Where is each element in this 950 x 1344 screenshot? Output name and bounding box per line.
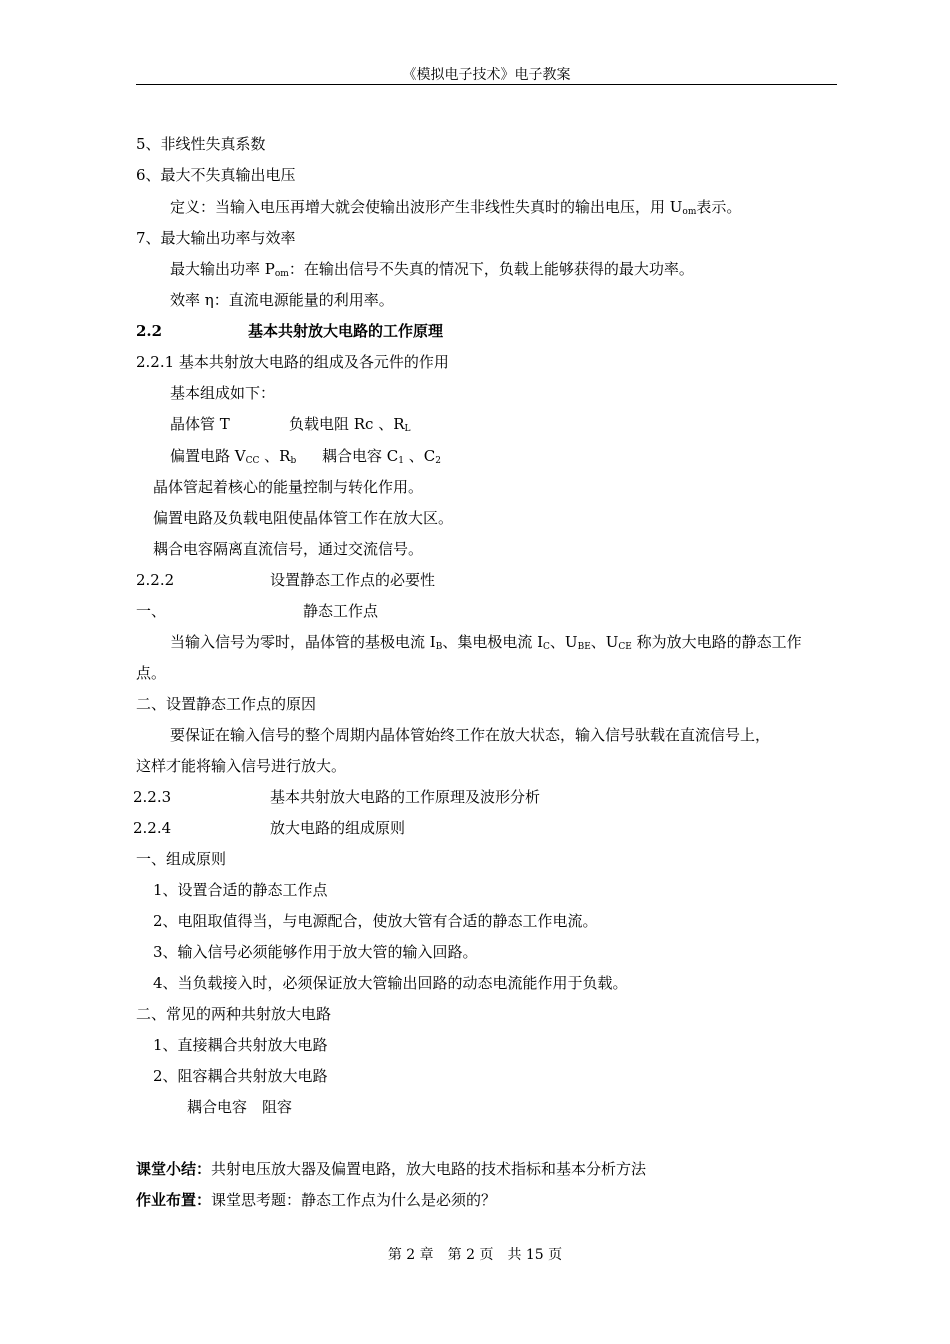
item-nonlinear-distortion: 5、非线性失真系数 [136, 135, 266, 153]
principle-3: 3、输入信号必须能够作用于放大管的输入回路。 [153, 943, 478, 961]
reason-paragraph-line-1: 要保证在输入信号的整个周期内晶体管始终工作在放大状态，输入信号驮载在直流信号上， [170, 726, 771, 744]
section-2-2-2-number: 2.2.2 [136, 571, 175, 589]
transistor-label: 晶体管 T [170, 415, 230, 433]
bias-circuit-label: 偏置电路 $V_{CC}$ 、$R_b$ [170, 447, 297, 466]
subsection-1-number: 一、 [136, 602, 167, 620]
capacitor-role: 耦合电容隔离直流信号，通过交流信号。 [153, 540, 424, 558]
basic-composition: 基本组成如下： [170, 384, 276, 402]
section-2-2-2-title: 设置静态工作点的必要性 [270, 571, 436, 589]
reason-paragraph-line-2: 这样才能将输入信号进行放大。 [136, 757, 347, 775]
subsection-1-title: 静态工作点 [303, 602, 379, 620]
section-2-2-number: 2.2 [136, 322, 163, 340]
section-2-2-1: 2.2.1 基本共射放大电路的组成及各元件的作用 [136, 353, 449, 371]
common-circuits-heading: 二、常见的两种共射放大电路 [136, 1005, 332, 1023]
class-summary: 课堂小结：共射电压放大器及偏置电路，放大电路的技术指标和基本分析方法 [136, 1160, 647, 1178]
homework: 作业布置：课堂思考题：静态工作点为什么是必须的？ [136, 1191, 497, 1209]
circuit-2-note: 耦合电容 阻容 [187, 1098, 293, 1116]
circuit-2: 2、阻容耦合共射放大电路 [153, 1067, 328, 1085]
coupling-capacitor-label: 耦合电容 $C_1$ 、$C_2$ [322, 447, 441, 466]
principle-2: 2、电阻取值得当，与电源配合，使放大管有合适的静态工作电流。 [153, 912, 598, 930]
efficiency-text: 效率 η：直流电源能量的利用率。 [170, 291, 394, 309]
bias-role: 偏置电路及负载电阻使晶体管工作在放大区。 [153, 509, 454, 527]
subsection-2: 二、设置静态工作点的原因 [136, 695, 317, 713]
section-2-2-3-number: 2.2.3 [133, 788, 172, 806]
section-2-2-4-title: 放大电路的组成原则 [270, 819, 406, 837]
composition-principles-heading: 一、组成原则 [136, 850, 227, 868]
quiescent-point-definition-end: 点。 [136, 664, 167, 682]
section-2-2-4-number: 2.2.4 [133, 819, 172, 837]
section-2-2-title: 基本共射放大电路的工作原理 [248, 322, 444, 340]
quiescent-point-definition: 当输入信号为零时，晶体管的基极电流 $I_B$、集电极电流 $I_C$、$U_{BE}$、$U_{CE}$ 称为放大电路的静态工作 [170, 633, 802, 652]
section-2-2-3-title: 基本共射放大电路的工作原理及波形分析 [270, 788, 541, 806]
definition-text: 定义：当输入电压再增大就会使输出波形产生非线性失真时的输出电压，用 $U_{om}$表示。 [170, 198, 742, 217]
page-header: 《模拟电子技术》电子教案 [136, 66, 837, 85]
item-max-power-efficiency: 7、最大输出功率与效率 [136, 229, 296, 247]
principle-1: 1、设置合适的静态工作点 [153, 881, 328, 899]
transistor-role: 晶体管起着核心的能量控制与转化作用。 [153, 478, 424, 496]
load-resistor-label: 负载电阻 Rc 、$R_L$ [289, 415, 411, 434]
principle-4: 4、当负载接入时，必须保证放大管输出回路的动态电流能作用于负载。 [153, 974, 628, 992]
page-footer: 第 2 章 第 2 页 共 15 页 [387, 1247, 563, 1263]
max-power-text: 最大输出功率 $P_{om}$：在输出信号不失真的情况下，负载上能够获得的最大功率。 [170, 260, 694, 279]
item-max-undistorted-voltage: 6、最大不失真输出电压 [136, 166, 296, 184]
circuit-1: 1、直接耦合共射放大电路 [153, 1036, 328, 1054]
